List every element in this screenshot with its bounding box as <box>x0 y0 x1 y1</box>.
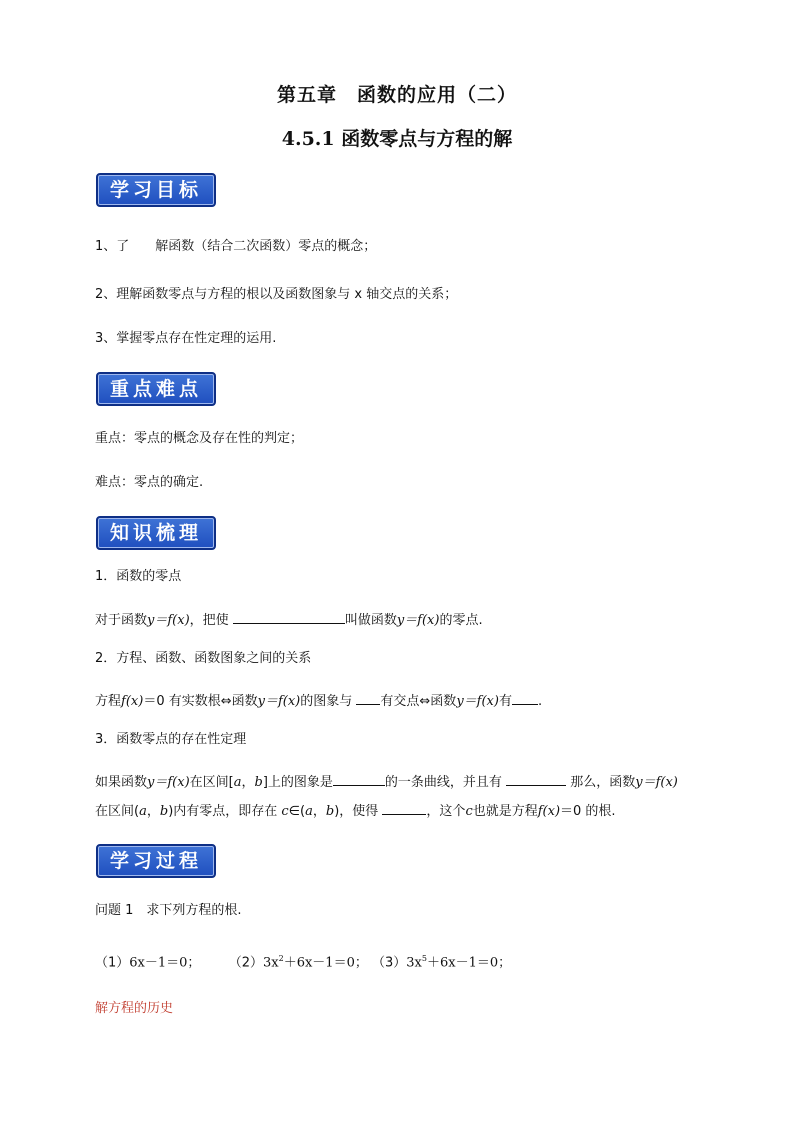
knowledge-badge: 知识梳理 <box>96 516 216 550</box>
text: ， <box>146 804 160 819</box>
function-expr: y＝f(x) <box>456 694 499 709</box>
question-1: 问题 1 求下列方程的根. <box>95 903 242 918</box>
process-badge: 学习过程 <box>96 844 216 878</box>
text: 有 <box>498 694 512 709</box>
var-b: b <box>325 804 335 819</box>
objectives-badge: 学习目标 <box>96 173 216 207</box>
text: 那么，函数 <box>570 775 636 790</box>
knowledge-paragraph-1 <box>95 609 483 630</box>
text: 有交点⇔函数 <box>380 694 457 709</box>
text: 对于函数 <box>95 613 148 628</box>
key-point-focus: 重点：零点的概念及存在性的判定； <box>95 431 304 446</box>
text: 方程 <box>95 694 122 709</box>
equation-2-term: 3x <box>263 955 279 971</box>
function-expr: y＝f(x) <box>257 694 301 709</box>
knowledge-heading-2: 2．方程、函数、函数图象之间的关系 <box>95 651 312 666</box>
text: 的图象与 <box>300 694 353 709</box>
objective-item-1: 1、了 解函数（结合二次函数）零点的概念； <box>95 239 377 254</box>
fill-blank[interactable] <box>233 609 345 624</box>
fill-blank[interactable] <box>333 771 385 786</box>
text: ＝0 的根. <box>560 804 616 819</box>
objective-item-2: 2、理解函数零点与方程的根以及函数图象与 x 轴交点的关系； <box>95 287 458 302</box>
equation-label: （1） <box>95 955 130 971</box>
knowledge-heading-3: 3．函数零点的存在性定理 <box>95 732 247 747</box>
exponent: 2 <box>278 954 284 963</box>
var-a: a <box>305 804 313 819</box>
fill-blank[interactable] <box>506 771 566 786</box>
function-expr: y＝f(x) <box>147 775 190 790</box>
function-expr: f(x) <box>537 804 561 819</box>
function-expr: f(x) <box>121 694 144 709</box>
text: ，把使 <box>189 613 229 628</box>
equation-3-rest: ＋6x－1＝0； <box>426 955 512 971</box>
text: ， <box>241 775 255 790</box>
text: )，使得 <box>334 804 379 819</box>
text: 如果函数 <box>95 775 148 790</box>
text: 的零点. <box>439 613 483 628</box>
equation-label: （3） <box>372 955 407 971</box>
knowledge-heading-1: 1．函数的零点 <box>95 569 182 584</box>
fill-blank[interactable] <box>382 800 426 815</box>
var-b: b <box>254 775 263 790</box>
exponent: 5 <box>421 954 427 963</box>
var-b: b <box>159 804 169 819</box>
text: . <box>537 694 543 709</box>
text: ， <box>312 804 326 819</box>
key-point-difficulty: 难点：零点的确定. <box>95 475 204 490</box>
knowledge-paragraph-3 <box>95 771 678 792</box>
var-c: c <box>281 804 289 819</box>
function-expr: y＝f(x) <box>147 613 190 628</box>
equation-list <box>95 950 511 972</box>
key-points-badge: 重点难点 <box>96 372 216 406</box>
knowledge-paragraph-2 <box>95 690 542 711</box>
text: 叫做函数 <box>344 613 397 628</box>
section-title: 4.5.1 函数零点与方程的解 <box>281 128 513 150</box>
chapter-title: 第五章 函数的应用（二） <box>276 84 517 106</box>
equation-3-term: 3x <box>406 955 422 971</box>
text: 在区间( <box>95 804 140 819</box>
objective-item-3: 3、掌握零点存在性定理的运用. <box>95 331 277 346</box>
var-a: a <box>139 804 147 819</box>
equation-1: 6x－1＝0； <box>129 955 201 971</box>
text: ]上的图象是 <box>262 775 333 790</box>
history-link[interactable]: 解方程的历史 <box>95 1001 174 1016</box>
function-expr: y＝f(x) <box>635 775 678 790</box>
text: 的一条曲线，并且有 <box>384 775 502 790</box>
fill-blank[interactable] <box>512 690 538 705</box>
equation-2-rest: ＋6x－1＝0； <box>283 955 368 971</box>
var-a: a <box>233 775 242 790</box>
text: ∈( <box>288 804 306 819</box>
text: ＝0 有实数根⇔函数 <box>143 694 258 709</box>
text: )内有零点，即存在 <box>168 804 278 819</box>
text: 在区间[ <box>189 775 234 790</box>
text: ，这个 <box>426 804 466 819</box>
fill-blank[interactable] <box>356 690 380 705</box>
var-c: c <box>465 804 473 819</box>
equation-label: （2） <box>228 955 263 971</box>
text: 也就是方程 <box>472 804 538 819</box>
knowledge-paragraph-4 <box>95 800 616 821</box>
function-expr: y＝f(x) <box>396 613 440 628</box>
